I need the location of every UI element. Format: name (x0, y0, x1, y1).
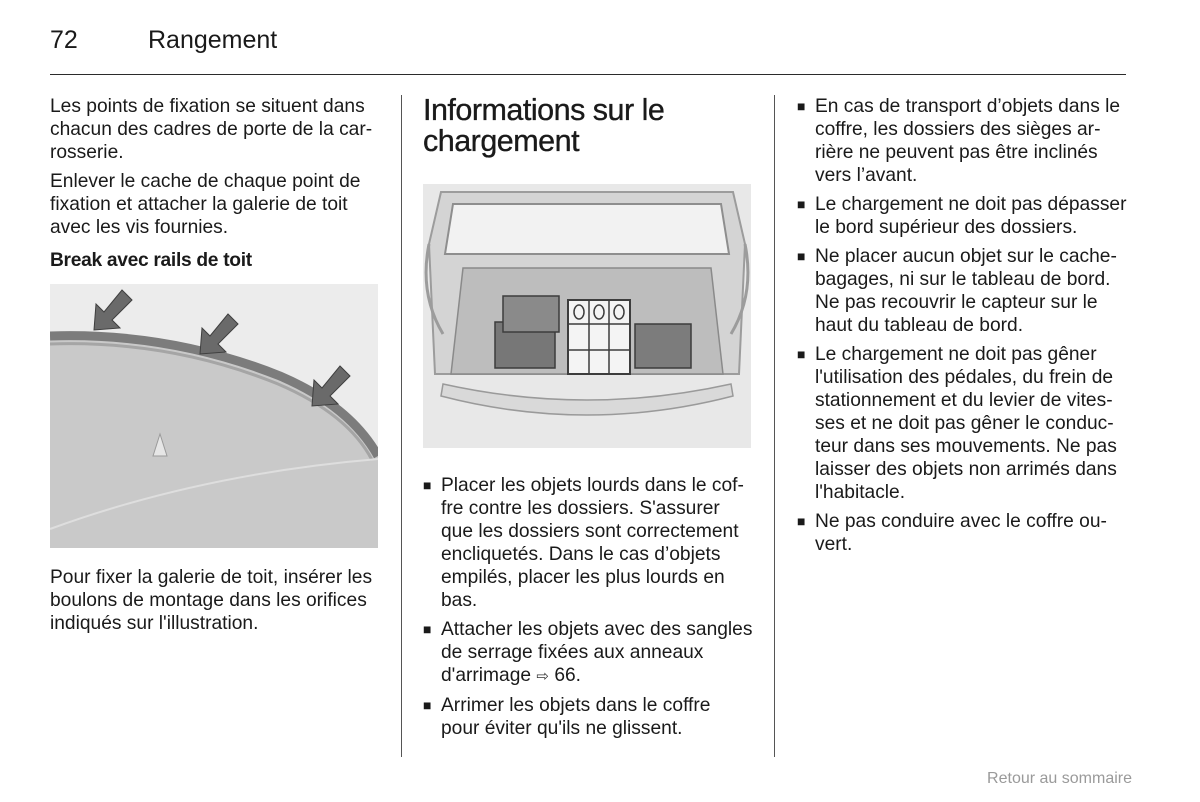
bullet-marker: ■ (423, 621, 432, 637)
paragraph-remove-cover: Enlever le cache de chaque point de fixation et attacher la galerie de toit avec les vis fournies. (50, 171, 361, 238)
list-item (423, 474, 753, 612)
loading-rules-bullet-list (797, 95, 1127, 556)
bullet-marker: ■ (797, 248, 806, 264)
bullet-marker: ■ (797, 196, 806, 212)
column-right (797, 95, 1127, 562)
list-item (797, 510, 1127, 556)
list-item-text: Ne pas conduire avec le coffre ouvert. (815, 511, 1107, 555)
page-header (50, 26, 1126, 74)
paragraph-fixation-points: Les points de fixation se situent dans chacun des cadres de porte de la carrosserie. (50, 96, 373, 163)
header-rule (50, 74, 1126, 75)
list-item (423, 618, 753, 688)
bullet-marker: ■ (423, 477, 432, 493)
list-item (423, 694, 753, 740)
column-left (50, 95, 380, 641)
column-divider-left (401, 95, 402, 757)
column-middle (423, 95, 753, 746)
bullet-marker: ■ (797, 346, 806, 362)
list-item-text: Placer les objets lourds dans le coffre contre les dossiers. S'assurer que les dossiers sont correctement encliquetés. Dans le cas d’objets empilés, placer les plus lourds en bas. (441, 475, 744, 611)
list-item (797, 193, 1127, 239)
list-item-text: Le chargement ne doit pas dépasser le bord supérieur des dossiers. (815, 194, 1127, 238)
page-reference-link[interactable]: 66. (554, 665, 581, 686)
page-number: 72 (50, 26, 78, 54)
bullet-marker: ■ (797, 98, 806, 114)
list-item (797, 245, 1127, 337)
roof-rails-illustration (50, 284, 378, 548)
back-to-contents-link[interactable]: Retour au sommaire (987, 770, 1132, 787)
column-divider-right (774, 95, 775, 757)
list-item-text: Le chargement ne doit pas gêner l'utilisation des pédales, du frein de stationnement et du levier de vitesses et ne doit pas gêner le conducteur dans ses mouvements. Ne pas laisser des objets non arrimés dans l'habitacle. (815, 344, 1117, 503)
roof-rails-drawing (50, 284, 378, 548)
list-item (797, 95, 1127, 187)
trunk-loading-drawing (423, 184, 751, 448)
bullet-marker: ■ (797, 513, 806, 529)
bullet-marker: ■ (423, 697, 432, 713)
list-item-text: En cas de transport d’objets dans le coffre, les dossiers des sièges arrière ne peuvent pas être inclinés vers l’avant. (815, 96, 1121, 186)
section-title: Rangement (148, 26, 278, 54)
cross-reference-arrow-icon[interactable]: ⇨ (536, 668, 549, 685)
list-item-text: Attacher les objets avec des sangles de serrage fixées aux anneaux d'arrimage (441, 619, 753, 686)
paragraph-mounting-bolts: Pour fixer la galerie de toit, insérer les boulons de montage dans les orifices indiqués sur l'illustration. (50, 567, 373, 634)
trunk-loading-illustration (423, 184, 751, 448)
heading-loading-information: Informations sur le chargement (423, 93, 665, 158)
list-item-text: Arrimer les objets dans le coffre pour éviter qu'ils ne glissent. (441, 695, 711, 739)
list-item (797, 343, 1127, 504)
loading-bullet-list (423, 474, 753, 740)
subheading-break-roof-rails: Break avec rails de toit (50, 250, 252, 271)
list-item-text: Ne placer aucun objet sur le cache-bagages, ni sur le tableau de bord. Ne pas recouvrir le capteur sur le haut du tableau de bord. (815, 246, 1117, 336)
